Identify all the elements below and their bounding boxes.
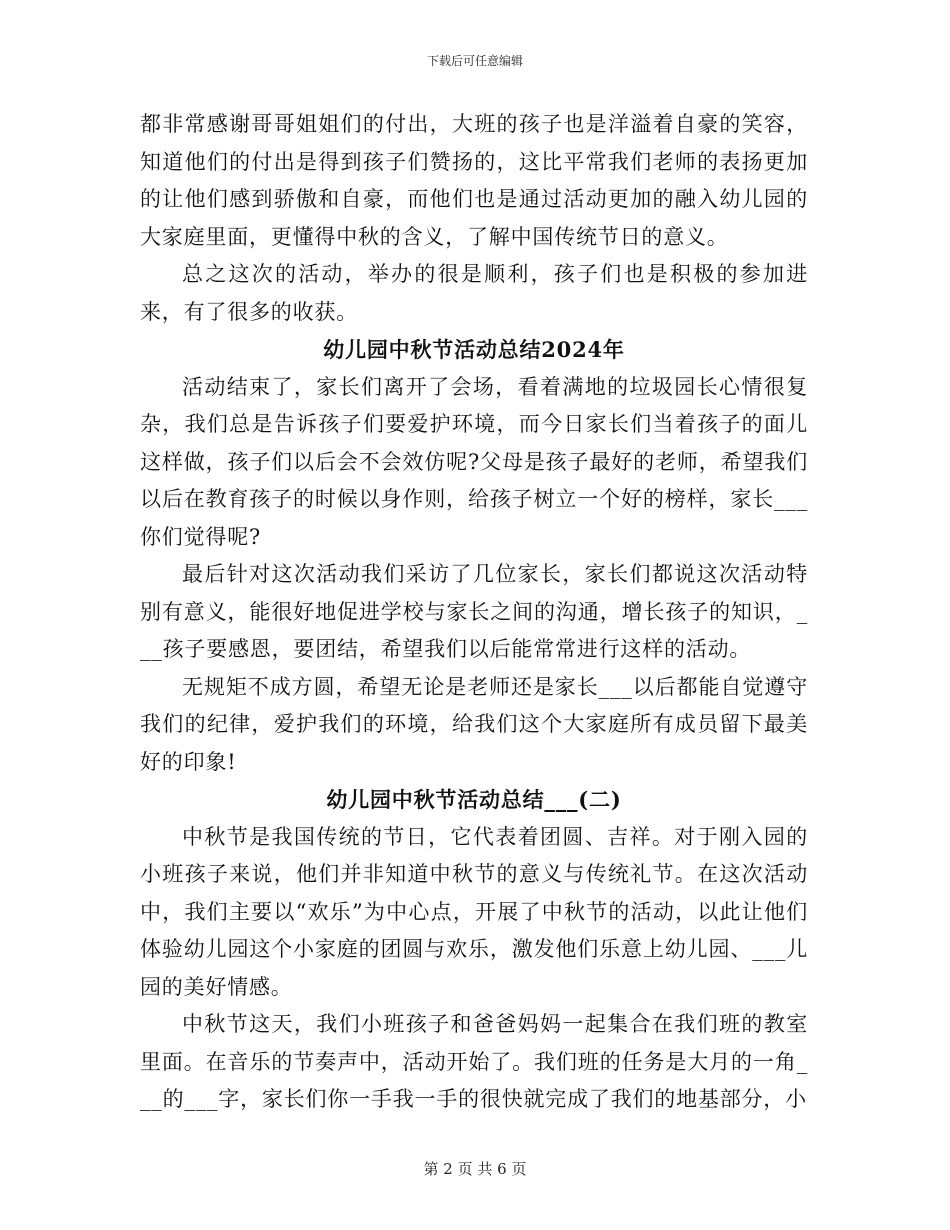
paragraph-2: 总之这次的活动，举办的很是顺利，孩子们也是积极的参加进来，有了很多的收获。 [140,262,808,324]
page-number-footer: 第 2 页 共 6 页 [423,1160,527,1178]
paragraph-1: 都非常感谢哥哥姐姐们的付出，大班的孩子也是洋溢着自豪的笑容，知道他们的付出是得到孩子们赞扬的，这比平常我们老师的表扬更加的让他们感到骄傲和自豪，而他们也是通过活动更加的融入幼儿园的大家庭里面，更懂得中秋的含义，了解中国传统节日的意义。 [140,112,808,249]
section-heading-2: 幼儿园中秋节活动总结___(二) [326,787,622,812]
section-heading-1: 幼儿园中秋节活动总结2024年 [323,337,625,362]
paragraph-3: 活动结束了，家长们离开了会场，看着满地的垃圾园长心情很复杂，我们总是告诉孩子们要爱护环境，而今日家长们当着孩子的面儿这样做，孩子们以后会不会效仿呢?父母是孩子最好的老师，希望我们以后在教育孩子的时候以身作则，给孩子树立一个好的榜样，家长___你们觉得呢? [140,374,808,549]
paragraph-4: 最后针对这次活动我们采访了几位家长，家长们都说这次活动特别有意义，能很好地促进学校与家长之间的沟通，增长孩子的知识，___孩子要感恩，要团结，希望我们以后能常常进行这样的活动。 [140,562,808,661]
paragraph-5: 无规矩不成方圆，希望无论是老师还是家长___以后都能自觉遵守我们的纪律，爱护我们的环境，给我们这个大家庭所有成员留下最美好的印象! [140,674,808,774]
document-body [140,106,808,1119]
paragraph-6: 中秋节是我国传统的节日，它代表着团圆、吉祥。对于刚入园的小班孩子来说，他们并非知道中秋节的意义与传统礼节。在这次活动中，我们主要以“欢乐”为中心点，开展了中秋节的活动，以此让他们体验幼儿园这个小家庭的团圆与欢乐，激发他们乐意上幼儿园、___儿园的美好情感。 [140,824,808,999]
page-header-note: 下载后可任意编辑 [426,54,523,68]
paragraph-7: 中秋节这天，我们小班孩子和爸爸妈妈一起集合在我们班的教室里面。在音乐的节奏声中，活动开始了。我们班的任务是大月的一角___的___字，家长们你一手我一手的很快就完成了我们的地基部分，小 [140,1012,808,1111]
